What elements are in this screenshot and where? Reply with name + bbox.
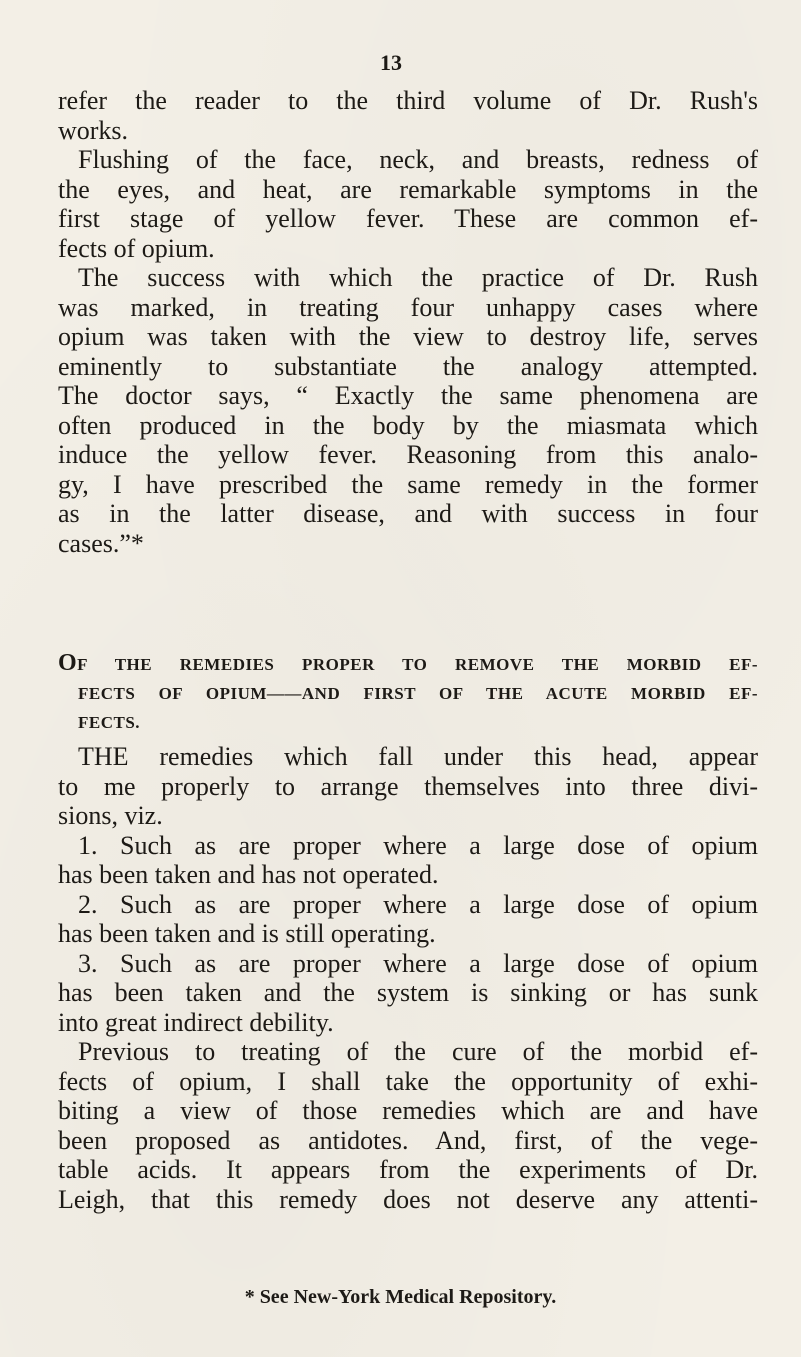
text-line: works. xyxy=(58,115,129,145)
list-item-line: into great indirect debility. xyxy=(58,1007,334,1037)
text-line: been proposed as antidotes. And, first, of the vege- xyxy=(58,1125,758,1155)
text-line: cases.”* xyxy=(58,528,144,558)
heading-line xyxy=(58,649,758,679)
page-number: 13 xyxy=(380,50,402,75)
list-item-line: 2. Such as are proper where a large dose of opium xyxy=(78,889,758,919)
text-line: refer the reader to the third volume of Dr. Rush's xyxy=(58,86,758,115)
lower-body-text xyxy=(58,742,758,1214)
text-line: eminently to substantiate the analogy attempted. xyxy=(58,351,758,381)
list-item-line: has been taken and is still operating. xyxy=(58,919,436,948)
text-line: induce the yellow fever. Reasoning from this analo- xyxy=(58,440,758,469)
text-line: to me properly to arrange themselves into three divi- xyxy=(58,771,758,801)
text-line: gy, I have prescribed the same remedy in the former xyxy=(58,469,758,499)
text-line: Leigh, that this remedy does not deserve any attenti- xyxy=(58,1184,758,1214)
text-line: opium was taken with the view to destroy life, serves xyxy=(58,322,758,351)
text-line: THE remedies which fall under this head, appear xyxy=(78,742,758,771)
text-line: Previous to treating of the cure of the morbid ef- xyxy=(78,1037,758,1066)
heading-line-1-rest: F THE REMEDIES PROPER TO REMOVE THE MORBID EF- xyxy=(77,655,758,674)
upper-body-text xyxy=(58,86,758,558)
list-item-line: 1. Such as are proper where a large dose of opium xyxy=(78,830,758,860)
text-line: The doctor says, “ Exactly the same phenomena are xyxy=(58,381,758,410)
heading-initial: O xyxy=(58,650,78,676)
section-heading xyxy=(58,649,758,737)
text-line: The success with which the practice of Dr. Rush xyxy=(78,263,758,292)
text-line: table acids. It appears from the experiments of Dr. xyxy=(58,1155,758,1184)
heading-line: FECTS. xyxy=(78,713,141,732)
list-item-line: has been taken and the system is sinking or has sunk xyxy=(58,978,758,1007)
list-item-line: has been taken and has not operated. xyxy=(58,860,439,889)
text-line: biting a view of those remedies which are and have xyxy=(58,1096,758,1125)
text-line: fects of opium, I shall take the opportunity of exhi- xyxy=(58,1066,758,1096)
text-line: first stage of yellow fever. These are common ef- xyxy=(58,204,758,233)
text-line: Flushing of the face, neck, and breasts, redness of xyxy=(78,145,758,174)
text-line: often produced in the body by the miasmata which xyxy=(58,410,758,440)
list-item-line: 3. Such as are proper where a large dose of opium xyxy=(78,948,758,978)
text-line: fects of opium. xyxy=(58,233,215,263)
footnote: * See New-York Medical Repository. xyxy=(244,1286,557,1308)
text-line: was marked, in treating four unhappy cases where xyxy=(58,292,758,322)
text-line: sions, viz. xyxy=(58,801,163,830)
heading-line: FECTS OF OPIUM——AND FIRST OF THE ACUTE MORBID EF- xyxy=(78,684,758,703)
text-line: as in the latter disease, and with success in four xyxy=(58,499,758,528)
text-line: the eyes, and heat, are remarkable symptoms in the xyxy=(58,174,758,204)
